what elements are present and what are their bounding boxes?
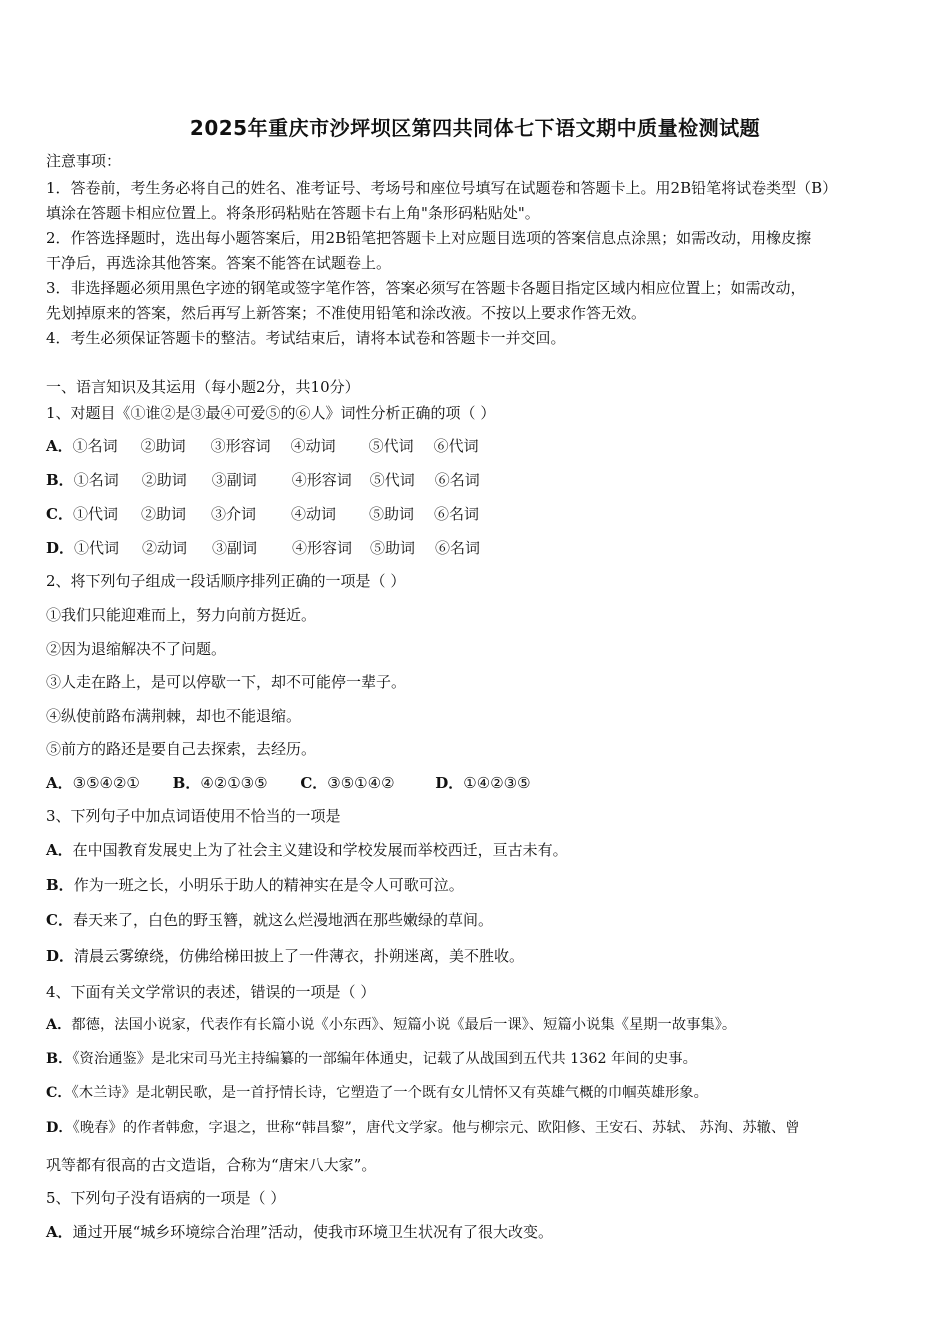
option-text: ③⑤①④② <box>327 774 395 792</box>
option-cell: ①名词 <box>72 437 118 455</box>
q2-sentence: ④纵使前路布满荆棘，却也不能退缩。 <box>46 707 302 725</box>
option-cell: ③副词 <box>212 539 258 557</box>
q4-option-d-continued: 巩等都有很高的古文造诣，合称为“唐宋八大家”。 <box>46 1156 377 1174</box>
q1-option-b <box>46 469 916 490</box>
option-letter: C． <box>46 1085 72 1101</box>
option-cell: ③介词 <box>210 505 256 523</box>
option-cell: ②助词 <box>140 437 186 455</box>
option-cell: ①代词 <box>74 539 120 557</box>
option-letter: A． <box>46 1017 72 1033</box>
option-text: 通过开展“城乡环境综合治理”活动，使我市环境卫生状况有了很大改变。 <box>72 1223 553 1241</box>
option-letter: D． <box>46 539 75 557</box>
option-cell: ①名词 <box>73 471 119 489</box>
option-text: 都德，法国小说家，代表作有长篇小说《小东西》、短篇小说《最后一课》、短篇小说集《星期一故事集》。 <box>71 1017 737 1033</box>
option-cell: ⑥名词 <box>434 471 480 489</box>
notice-line: 4．考生必须保证答题卡的整洁。考试结束后，请将本试卷和答题卡一并交回。 <box>46 329 566 347</box>
q2-sentence: ③人走在路上，是可以停歇一下，却不可能停一辈子。 <box>46 673 407 691</box>
option-letter: A． <box>46 841 73 859</box>
q5-option-a <box>46 1221 916 1242</box>
notice-heading: 注意事项： <box>46 152 122 170</box>
option-letter: B． <box>46 471 74 489</box>
option-cell: ⑥名词 <box>433 505 479 523</box>
option-letter: A． <box>46 774 73 792</box>
option-cell: ④动词 <box>290 505 336 523</box>
option-letter: B． <box>46 1051 73 1067</box>
option-text: ④②①③⑤ <box>200 774 268 792</box>
option-cell: ③副词 <box>211 471 257 489</box>
option-letter: C． <box>46 505 73 523</box>
question-5-stem: 5、下列句子没有语病的一项是（ ） <box>46 1189 286 1207</box>
option-letter: D． <box>46 1120 73 1136</box>
q2-sentence: ⑤前方的路还是要自己去探索，去经历。 <box>46 740 317 758</box>
notice-line: 填涂在答题卡相应位置上。将条形码粘贴在答题卡右上角"条形码粘贴处"。 <box>46 204 540 222</box>
q1-option-a <box>46 435 916 456</box>
option-text: 《晚春》的作者韩愈，字退之，世称“韩昌黎”，唐代文学家。他与柳宗元、欧阳修、王安石、苏轼、 苏洵、苏辙、曾 <box>72 1120 800 1136</box>
q3-option-a <box>46 839 916 860</box>
notice-line: 1．答卷前，考生务必将自己的姓名、准考证号、考场号和座位号填写在试题卷和答题卡上。用2B铅笔将试卷类型（B） <box>46 179 838 197</box>
question-2-stem: 2、将下列句子组成一段话顺序排列正确的一项是（ ） <box>46 572 406 590</box>
option-text: 作为一班之长，小明乐于助人的精神实在是令人可歌可泣。 <box>73 876 464 894</box>
q2-options <box>46 772 916 793</box>
option-text: 《木兰诗》是北朝民歌，是一首抒情长诗，它塑造了一个既有女儿情怀又有英雄气概的巾帼英雄形象。 <box>71 1085 708 1101</box>
section-heading: 一、语言知识及其运用（每小题2分，共10分） <box>46 378 360 396</box>
option-letter: B． <box>172 774 201 792</box>
question-1-stem: 1、对题目《①谁②是③最④可爱⑤的⑥人》词性分析正确的项（ ） <box>46 404 496 422</box>
option-cell: ②动词 <box>142 539 188 557</box>
q1-option-c <box>46 503 916 524</box>
option-cell: ⑤代词 <box>368 437 414 455</box>
q1-option-d <box>46 537 916 558</box>
option-text: ①④②③⑤ <box>463 774 531 792</box>
notice-line: 先划掉原来的答案，然后再写上新答案；不准使用铅笔和涂改液。不按以上要求作答无效。 <box>46 304 647 322</box>
q2-sentence: ②因为退缩解决不了问题。 <box>46 640 227 658</box>
option-cell: ④形容词 <box>292 539 353 557</box>
option-text: 春天来了，白色的野玉簪，就这么烂漫地洒在那些嫩绿的草间。 <box>72 911 493 929</box>
option-cell: ②助词 <box>141 471 187 489</box>
option-cell: ④动词 <box>290 437 336 455</box>
option-cell: ③形容词 <box>210 437 271 455</box>
q4-option-b <box>46 1048 916 1068</box>
option-cell: ⑤代词 <box>369 471 415 489</box>
option-text: ③⑤④②① <box>72 774 140 792</box>
option-letter: C． <box>300 774 328 792</box>
option-letter: A． <box>46 1223 73 1241</box>
option-cell: ⑥代词 <box>433 437 479 455</box>
option-letter: C． <box>46 911 73 929</box>
option-text: 《资治通鉴》是北宋司马光主持编纂的一部编年体通史，记载了从战国到五代共 1362 年间的史事。 <box>72 1051 697 1067</box>
option-letter: D． <box>435 774 464 792</box>
q4-option-d <box>46 1117 916 1137</box>
q3-option-d <box>46 945 916 966</box>
option-letter: B． <box>46 876 74 894</box>
option-cell: ①代词 <box>72 505 118 523</box>
option-text: 清晨云雾缭绕，仿佛给梯田披上了一件薄衣，扑朔迷离，美不胜收。 <box>74 947 525 965</box>
q4-option-c <box>46 1082 916 1102</box>
q3-option-b <box>46 874 916 895</box>
option-cell: ④形容词 <box>291 471 352 489</box>
exam-title: 2025年重庆市沙坪坝区第四共同体七下语文期中质量检测试题 <box>189 116 761 140</box>
question-4-stem: 4、下面有关文学常识的表述，错误的一项是（ ） <box>46 983 376 1001</box>
q2-sentence: ①我们只能迎难而上，努力向前方挺近。 <box>46 606 317 624</box>
option-letter: D． <box>46 947 75 965</box>
option-cell: ⑤助词 <box>370 539 416 557</box>
notice-line: 3．非选择题必须用黑色字迹的钢笔或签字笔作答，答案必须写在答题卡各题目指定区域内相应位置上；如需改动， <box>46 279 806 297</box>
notice-line: 2．作答选择题时，选出每小题答案后，用2B铅笔把答题卡上对应题目选项的答案信息点涂黑；如需改动，用橡皮擦 <box>46 229 812 247</box>
question-3-stem: 3、下列句子中加点词语使用不恰当的一项是 <box>46 807 341 825</box>
option-cell: ②助词 <box>140 505 186 523</box>
option-letter: A． <box>46 437 73 455</box>
option-cell: ⑤助词 <box>368 505 414 523</box>
option-cell: ⑥名词 <box>435 539 481 557</box>
option-text: 在中国教育发展史上为了社会主义建设和学校发展而举校西迁，亘古未有。 <box>72 841 568 859</box>
q4-option-a <box>46 1014 916 1034</box>
q3-option-c <box>46 909 916 930</box>
notice-line: 干净后，再选涂其他答案。答案不能答在试题卷上。 <box>46 254 392 272</box>
